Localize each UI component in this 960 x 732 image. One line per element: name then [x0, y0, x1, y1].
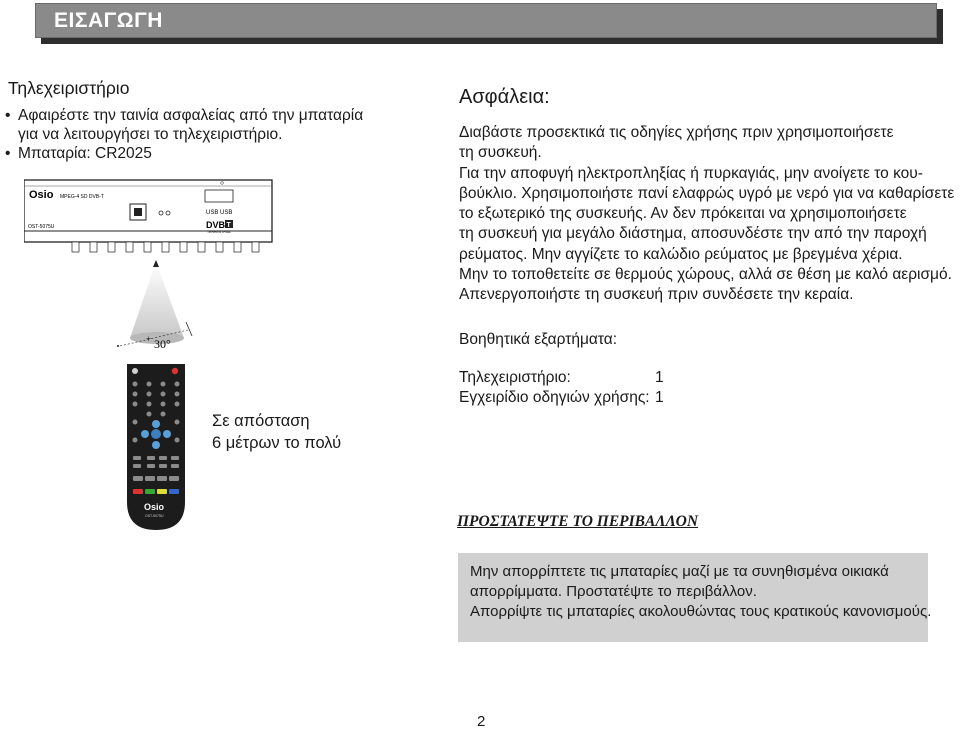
usb-label: USB [206, 210, 219, 216]
remote-section-title: Τηλεχειριστήριο [8, 78, 130, 98]
set-top-box-illustration [24, 176, 274, 260]
remote-bullet-list [0, 106, 363, 163]
environment-title: ΠΡΟΣΤΑΤΕΨΤΕ ΤΟ ΠΕΡΙΒΑΛΛΟΝ [457, 513, 699, 530]
svg-text:OST-5075U: OST-5075U [145, 514, 164, 518]
safety-title: Ασφάλεια: [459, 86, 550, 108]
ir-cone-illustration [110, 258, 220, 356]
environment-notice-box: Μην απορρίπτετε τις μπαταρίες μαζί με τα συνηθισμένα οικιακά απορρίμματα. Προστατέψτε το περιβάλλον. Απορρίψτε τις μπαταρίες ακολουθώντας τους κρατικούς κανονισμούς. [458, 553, 928, 642]
distance-note: Σε απόσταση 6 μέτρων το πολύ [212, 412, 342, 452]
accessory-row: Τηλεχειριστήριο: 1 [459, 369, 664, 386]
accessories-title: Βοηθητικά εξαρτήματα: [459, 331, 618, 348]
svg-text:+: + [146, 334, 152, 344]
bullet-item: • Αφαιρέστε την ταινία ασφαλείας από την μπαταρία για να λειτουργήσει το τηλεχειριστήριο. [0, 106, 363, 144]
header-bar [35, 3, 937, 38]
page-number: 2 [477, 713, 486, 730]
bullet-item: • Μπαταρία: CR2025 [0, 144, 363, 163]
device-model-text: MPEG-4 SD DVB-T [60, 194, 104, 200]
device-brand-logo: Osio [29, 189, 54, 201]
arrow-up-icon [153, 260, 159, 267]
dvb-logo: DVB [206, 220, 226, 230]
remote-control-illustration [125, 362, 187, 532]
remote-brand-logo: Osio [144, 502, 165, 512]
accessory-row: Εγχειρίδιο οδηγιών χρήσης: 1 [459, 389, 664, 406]
svg-text:USB: USB [220, 210, 233, 216]
svg-text:T: T [226, 222, 231, 229]
angle-label: 30° [154, 337, 171, 351]
page-title: ΕΙΣΑΓΩΓΗ [54, 9, 163, 32]
display-window [205, 190, 233, 202]
safety-paragraph: Διαβάστε προσεκτικά τις οδηγίες χρήσης πριν χρησιμοποιήσετε τη συσκευή. Για την αποφυγή ηλεκτροπληξίας ή πυρκαγιάς, μην ανοίγετε το κου- βούκλιο. Χρησιμοποιήστε πανί ελαφρώς υγρό με νερό για να καθαρίσετε το εξωτερικό της συσκευής. Αν δεν πρόκειται να χρησιμοποιήσετε τη συσκευή για μεγάλο διάστημα, αποσυνδέστε την από την παροχή ρεύματος. Μην αγγίζετε το καλώδιο ρεύματος με βρεγμένα χέρια. Μην το τοποθετείτε σε θερμούς χώρους, αλλά σε θέση με καλό αερισμό. Απενεργοποιήστε τη συσκευή πριν συνδέσετε την κεραία. [459, 124, 955, 304]
device-model-number: OST-5075U [28, 224, 55, 230]
svg-text:TERRESTRIAL: TERRESTRIAL [207, 230, 232, 234]
